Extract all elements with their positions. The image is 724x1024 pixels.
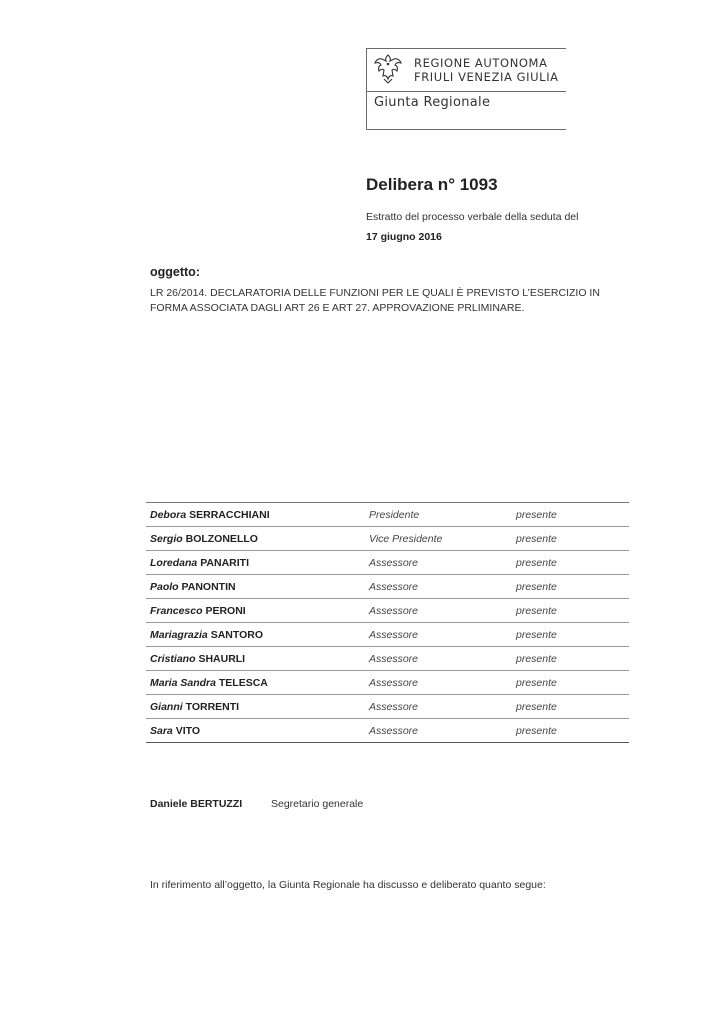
table-row — [146, 527, 629, 551]
giunta-label: Giunta Regionale — [374, 95, 491, 110]
table-row — [146, 719, 629, 743]
region-name-line2: FRIULI VENEZIA GIULIA — [414, 70, 559, 84]
member-name: Sergio BOLZONELLO — [146, 527, 369, 551]
member-status: presente — [516, 551, 629, 575]
member-name: Maria Sandra TELESCA — [146, 671, 369, 695]
member-role: Assessore — [369, 719, 516, 743]
table-row — [146, 599, 629, 623]
member-role: Vice Presidente — [369, 527, 516, 551]
member-name: Debora SERRACCHIANI — [146, 503, 369, 527]
member-name: Cristiano SHAURLI — [146, 647, 369, 671]
secretary-name: Daniele BERTUZZI — [150, 798, 243, 810]
table-row — [146, 503, 629, 527]
session-date: 17 giugno 2016 — [366, 231, 442, 243]
table-row — [146, 575, 629, 599]
member-name: Sara VITO — [146, 719, 369, 743]
document-title: Delibera n° 1093 — [366, 175, 498, 194]
member-status: presente — [516, 599, 629, 623]
member-status: presente — [516, 575, 629, 599]
member-role: Assessore — [369, 599, 516, 623]
member-name: Loredana PANARITI — [146, 551, 369, 575]
region-logo — [366, 48, 566, 130]
table-row — [146, 623, 629, 647]
members-table — [146, 502, 629, 743]
member-status: presente — [516, 695, 629, 719]
member-role: Assessore — [369, 575, 516, 599]
table-row — [146, 647, 629, 671]
member-status: presente — [516, 671, 629, 695]
member-status: presente — [516, 647, 629, 671]
logo-rule-bottom — [366, 129, 566, 130]
member-role: Assessore — [369, 551, 516, 575]
member-status: presente — [516, 719, 629, 743]
member-role: Assessore — [369, 623, 516, 647]
member-status: presente — [516, 623, 629, 647]
member-status: presente — [516, 527, 629, 551]
closing-statement: In riferimento all’oggetto, la Giunta Regionale ha discusso e deliberato quanto segue: — [150, 879, 546, 891]
member-role: Assessore — [369, 647, 516, 671]
subject-label: oggetto: — [150, 265, 200, 279]
eagle-emblem-icon — [372, 52, 404, 86]
member-name: Paolo PANONTIN — [146, 575, 369, 599]
member-role: Assessore — [369, 695, 516, 719]
subject-text: LR 26/2014. DECLARATORIA DELLE FUNZIONI PER LE QUALI È PREVISTO L’ESERCIZIO IN FORMA ASSOCIATA DAGLI ART 26 E ART 27. APPROVAZIONE PRLIMINARE. — [150, 287, 600, 314]
member-role: Assessore — [369, 671, 516, 695]
table-row — [146, 551, 629, 575]
member-status: presente — [516, 503, 629, 527]
table-row — [146, 695, 629, 719]
secretary-role: Segretario generale — [271, 798, 364, 810]
member-name: Mariagrazia SANTORO — [146, 623, 369, 647]
extract-text: Estratto del processo verbale della seduta del — [366, 211, 579, 223]
member-name: Gianni TORRENTI — [146, 695, 369, 719]
table-row — [146, 671, 629, 695]
member-role: Presidente — [369, 503, 516, 527]
region-name-line1: REGIONE AUTONOMA — [414, 56, 548, 70]
member-name: Francesco PERONI — [146, 599, 369, 623]
